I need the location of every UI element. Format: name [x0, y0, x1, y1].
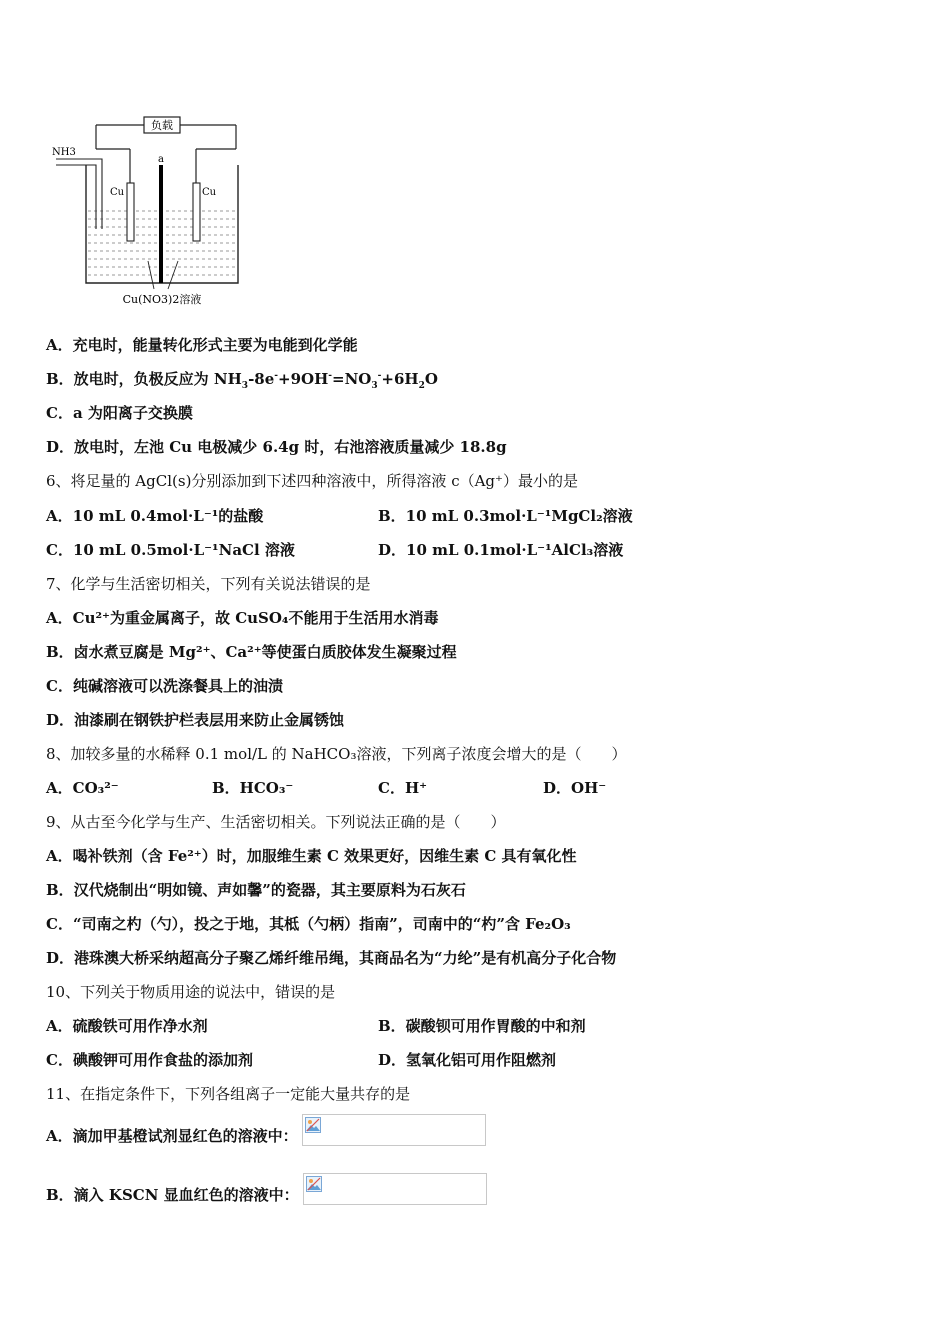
broken-image-icon [305, 1117, 321, 1133]
q11-stem: 11、在指定条件下，下列各组离子一定能大量共存的是 [46, 1085, 411, 1103]
q11-option-b [46, 1173, 487, 1205]
q5-option-c: C．a 为阳离子交换膜 [46, 404, 193, 422]
q9-option-a: A．喝补铁剂（含 Fe²⁺）时，加服维生素 C 效果更好，因维生素 C 具有氧化性 [46, 847, 577, 865]
membrane-label: a [158, 154, 164, 165]
q5-option-b-prefix: B．放电时，负极反应为 NH [46, 370, 242, 388]
q9-option-c: C．“司南之杓（勺），投之于地，其柢（勺柄）指南”，司南中的“杓”含 Fe₂O₃ [46, 915, 571, 933]
q10-option-b: B．碳酸钡可用作胃酸的中和剂 [378, 1017, 586, 1035]
q10-option-c: C．碘酸钾可用作食盐的添加剂 [46, 1051, 253, 1069]
q8-option-a: A．CO₃²⁻ [46, 779, 119, 797]
q7-option-c: C．纯碱溶液可以洗涤餐具上的油渍 [46, 677, 283, 695]
q6-option-d: D．10 mL 0.1mol·L⁻¹AlCl₃溶液 [378, 541, 624, 559]
q5-option-a: A．充电时，能量转化形式主要为电能到化学能 [46, 336, 358, 354]
q11-option-a-text: A．滴加甲基橙试剂显红色的溶液中： [46, 1127, 298, 1145]
q7-option-b: B．卤水煮豆腐是 Mg²⁺、Ca²⁺等使蛋白质胶体发生凝聚过程 [46, 643, 457, 661]
q8-option-d: D．OH⁻ [543, 779, 607, 797]
q8-stem: 8、加较多量的水稀释 0.1 mol/L 的 NaHCO₃溶液，下列离子浓度会增大的是（ ） [46, 745, 627, 763]
q9-option-b: B．汉代烧制出“明如镜、声如馨”的瓷器，其主要原料为石灰石 [46, 881, 466, 899]
q5-option-b: B．放电时，负极反应为 $NH_3-8e^-+9OH^-=NO_3^-+6H_2O$ [46, 370, 438, 391]
left-electrode-label: Cu [110, 187, 125, 198]
q6-option-c: C．10 mL 0.5mol·L⁻¹NaCl 溶液 [46, 541, 295, 559]
right-cu-electrode [193, 183, 200, 241]
q10-stem: 10、下列关于物质用途的说法中，错误的是 [46, 983, 336, 1001]
q5-option-d: D．放电时，左池 Cu 电极减少 6.4g 时，右池溶液质量减少 18.8g [46, 438, 507, 456]
q6-option-a: A．10 mL 0.4mol·L⁻¹的盐酸 [46, 507, 264, 525]
solution-label: Cu(NO3)2溶液 [122, 293, 202, 306]
broken-image-icon [306, 1176, 322, 1192]
left-cu-electrode [127, 183, 134, 241]
q7-option-d: D．油漆刷在钢铁护栏表层用来防止金属锈蚀 [46, 711, 345, 729]
cell-diagram [50, 113, 250, 313]
broken-image-placeholder [302, 1114, 486, 1146]
broken-image-placeholder [303, 1173, 487, 1205]
q7-stem: 7、化学与生活密切相关，下列有关说法错误的是 [46, 575, 371, 593]
q11-option-a [46, 1114, 486, 1146]
q9-option-d: D．港珠澳大桥采纳超高分子聚乙烯纤维吊绳，其商品名为“力纶”是有机高分子化合物 [46, 949, 617, 967]
q6-stem: 6、将足量的 AgCl(s)分别添加到下述四种溶液中，所得溶液 c（Ag⁺）最小的是 [46, 472, 578, 490]
q8-option-c: C．H⁺ [378, 779, 428, 797]
q11-option-b-text: B．滴入 KSCN 显血红色的溶液中： [46, 1186, 299, 1204]
q9-stem: 9、从古至今化学与生产、生活密切相关。下列说法正确的是（ ） [46, 813, 506, 831]
q8-option-b: B．HCO₃⁻ [212, 779, 294, 797]
q7-option-a: A．Cu²⁺为重金属离子，故 CuSO₄不能用于生活用水消毒 [46, 609, 439, 627]
q6-option-b: B．10 mL 0.3mol·L⁻¹MgCl₂溶液 [378, 507, 633, 525]
q10-option-a: A．硫酸铁可用作净水剂 [46, 1017, 208, 1035]
q10-option-d: D．氢氧化铝可用作阻燃剂 [378, 1051, 557, 1069]
electrochemical-cell-figure [50, 113, 250, 313]
right-electrode-label: Cu [202, 187, 217, 198]
load-label: 负载 [151, 119, 173, 132]
nh3-label: NH3 [52, 147, 76, 158]
